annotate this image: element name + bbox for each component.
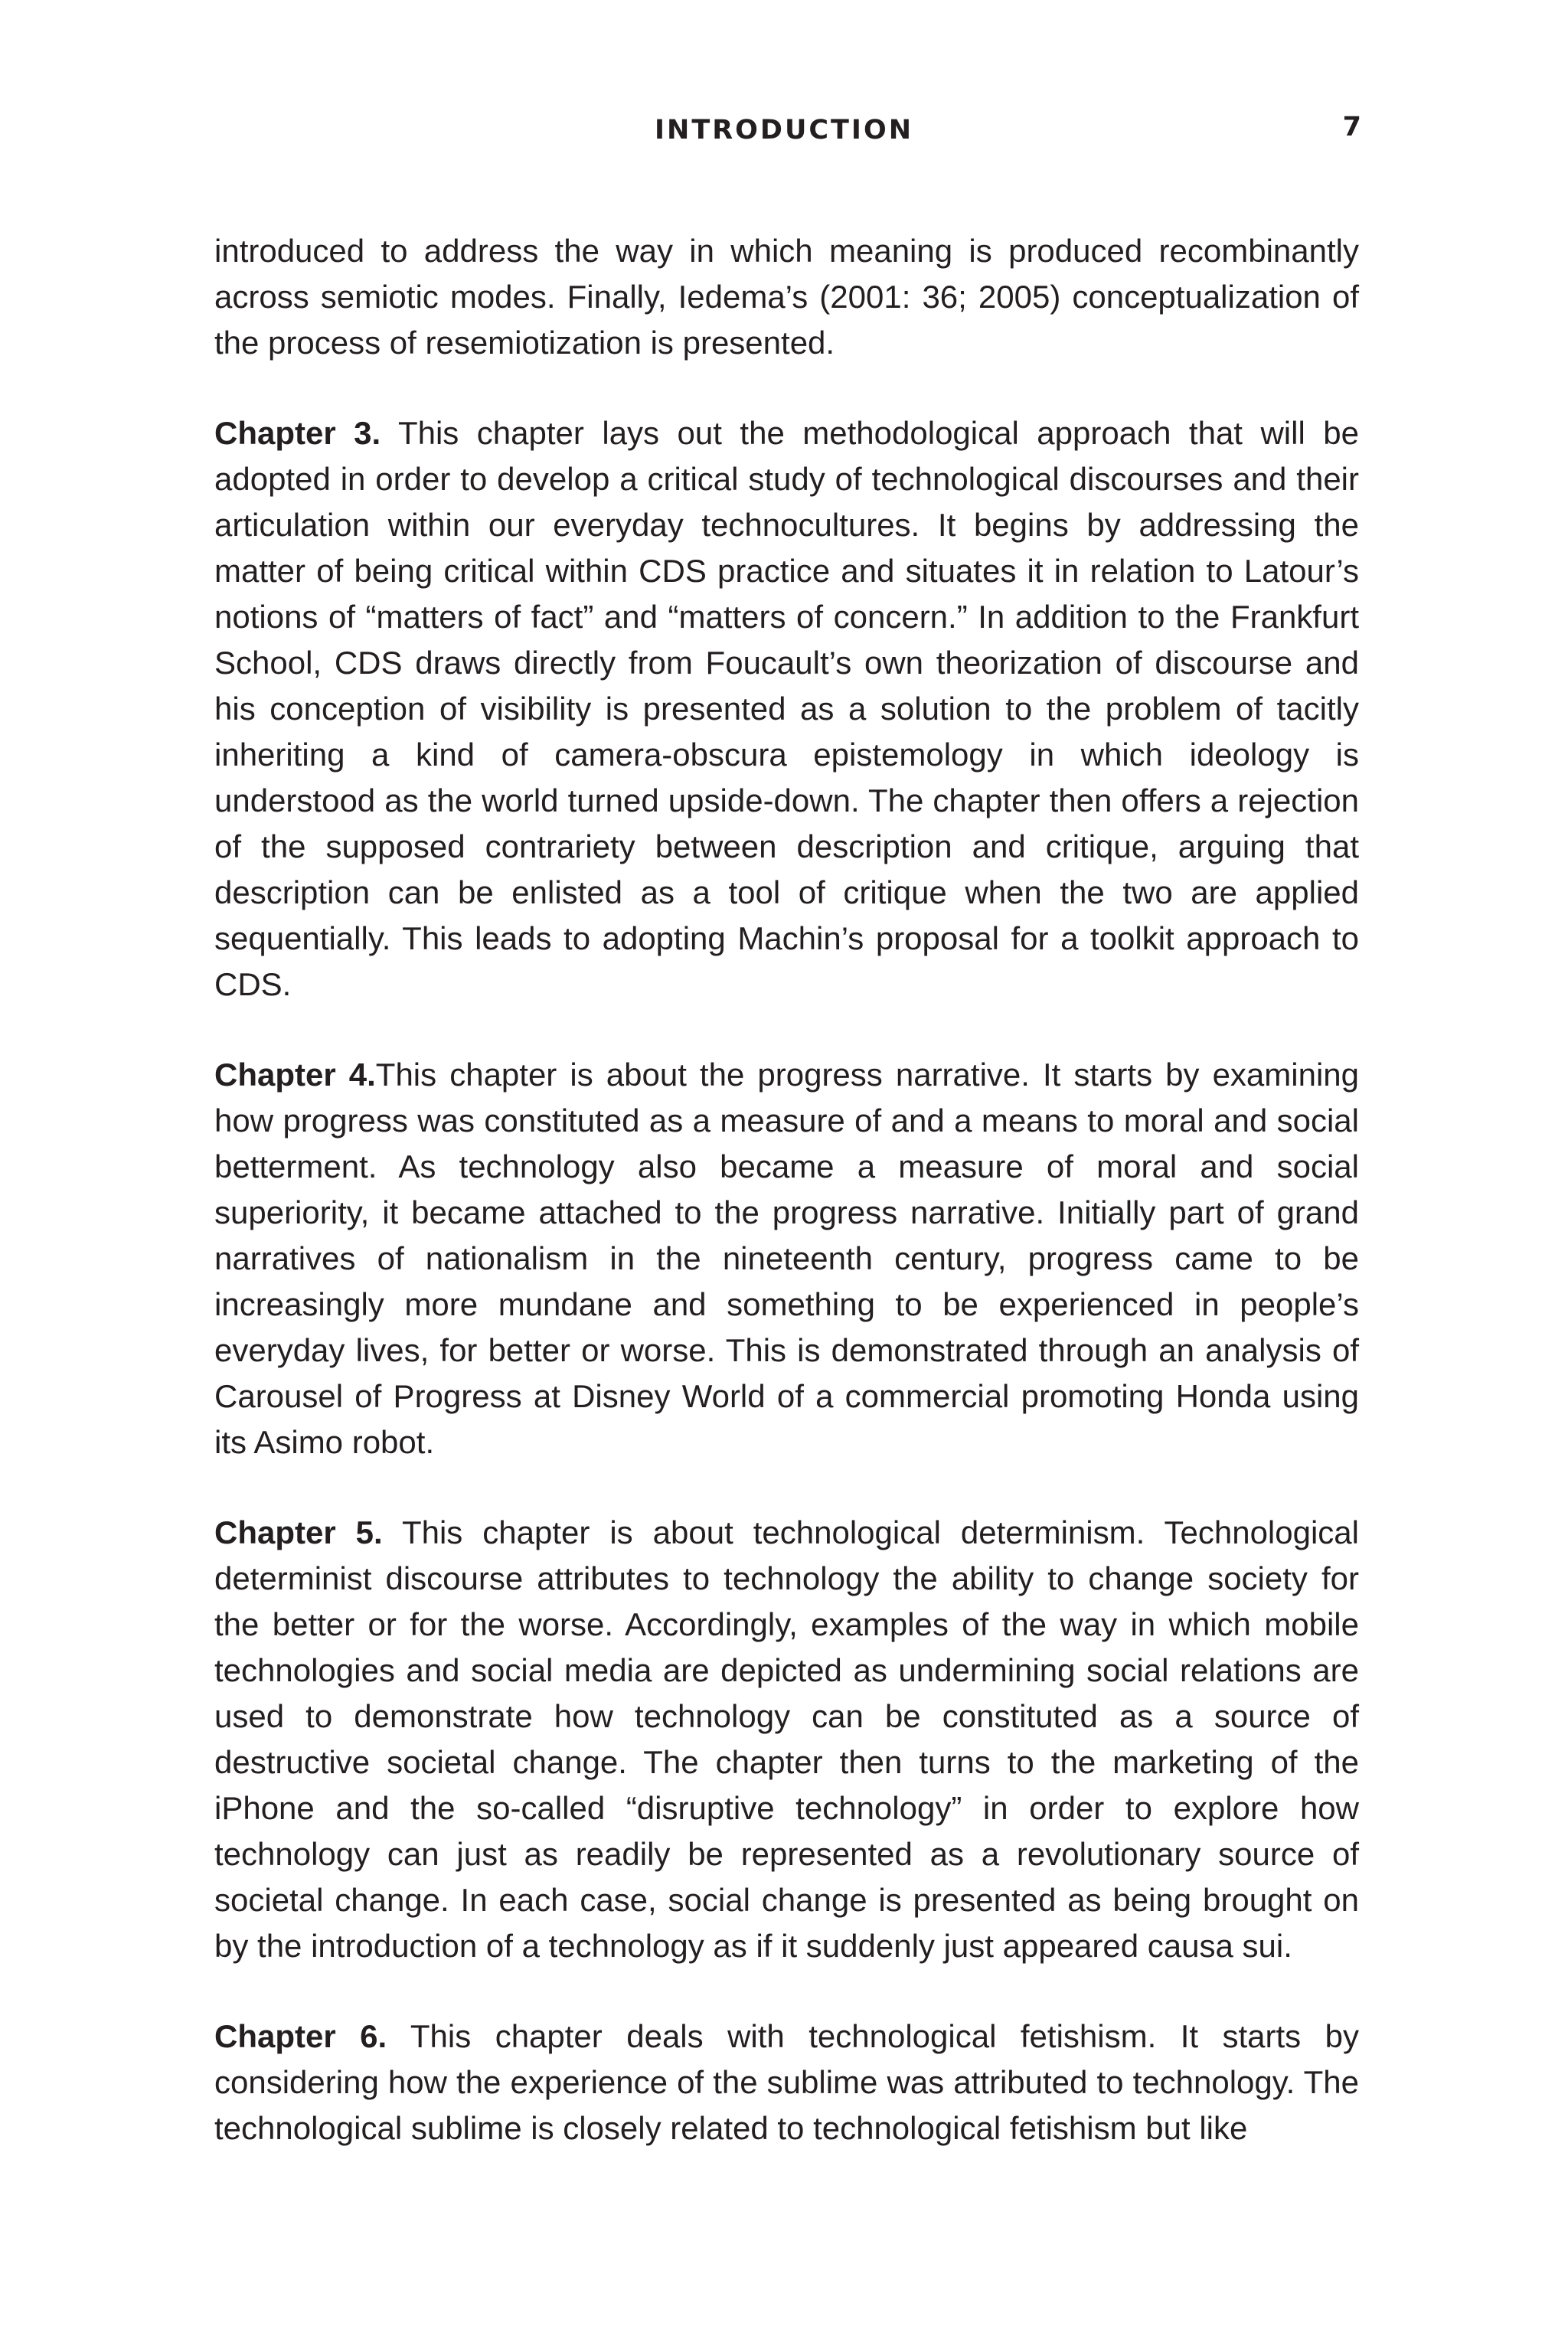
chapter-6-paragraph [214, 2014, 1359, 2151]
chapter-6-text: This chapter deals with technological fetishism. It starts by considering how the experience of the sublime was attributed to technology. The technological sublime is closely related to technological fetishism but like [214, 2018, 1359, 2146]
chapter-4-text: This chapter is about the progress narrative. It starts by examining how progress was constituted as a measure of and a means to moral and social betterment. As technology also became a measure of moral and social superiority, it became attached to the progress narrative. Initially part of grand narratives of nationalism in the nineteenth century, progress came to be increasingly more mundane and something to be experienced in people’s everyday lives, for better or worse. This is demonstrated through an analysis of Carousel of Progress at Disney World of a commercial promoting Honda using its Asimo robot. [214, 1057, 1360, 1460]
chapter-3-paragraph [214, 410, 1359, 1008]
intro-continuation-paragraph: introduced to address the way in which meaning is produced recombinantly across semiotic modes. Finally, Iedema’s (2001: 36; 2005) conceptualization of the process of resemiotization is presented. [214, 233, 1359, 361]
chapter-5-paragraph [214, 1510, 1359, 1969]
chapter-6-label: Chapter 6. [214, 2018, 387, 2054]
chapter-4-label: Chapter 4. [214, 1057, 376, 1093]
chapter-3-text: This chapter lays out the methodological approach that will be adopted in order to develop a critical study of technological discourses and their articulation within our everyday technocultures. It begins by addressing the matter of being critical within CDS practice and situates it in relation to Latour’s notions of “matters of fact” and “matters of concern.” In addition to the Frankfurt School, CDS draws directly from Foucault’s own theorization of discourse and his conception of visibility is presented as a solution to the problem of tacitly inheriting a kind of camera-obscura epistemology in which ideology is understood as the world turned upside-down. The chapter then offers a rejection of the supposed contrariety between description and critique, arguing that description can be enlisted as a tool of critique when the two are applied sequentially. This leads to adopting Machin’s proposal for a toolkit approach to CDS. [214, 415, 1359, 1002]
chapter-5-text: This chapter is about technological determinism. Technological determinist discourse attributes to technology the ability to change society for the better or for the worse. Accordingly, examples of the way in which mobile technologies and social media are depicted as undermining social relations are used to demonstrate how technology can be constituted as a source of destructive societal change. The chapter then turns to the marketing of the iPhone and the so-called “disruptive technology” in order to explore how technology can just as readily be represented as a revolutionary source of societal change. In each case, social change is presented as being brought on by the introduction of a technology as if it suddenly just appeared causa sui. [214, 1514, 1359, 1964]
running-head: INTRODUCTION [655, 115, 913, 145]
chapter-5-label: Chapter 5. [214, 1514, 383, 1550]
page-number: 7 [1342, 112, 1361, 142]
body-text [214, 228, 1359, 2196]
chapter-4-paragraph [214, 1052, 1359, 1465]
chapter-3-label: Chapter 3. [214, 415, 381, 451]
